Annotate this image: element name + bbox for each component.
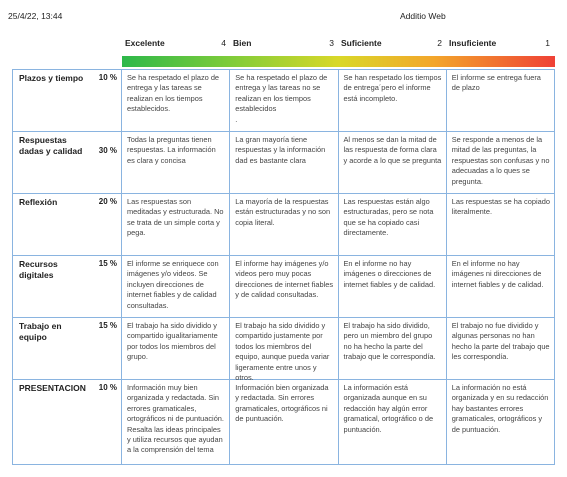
descriptor-text: La gran mayoría tiene respuestas y la información dad es bastante clara (235, 135, 326, 165)
print-header (0, 0, 567, 20)
criterion-cell (12, 194, 122, 255)
criterion-cell (12, 256, 122, 317)
descriptor-cell (447, 256, 555, 317)
descriptor-cell (447, 70, 555, 131)
descriptor-cell (339, 132, 447, 193)
level-score: 2 (437, 38, 442, 48)
descriptor-text: El trabajo no fue dividido y algunas personas no han hecho la parte del trabajo que les correspondía. (451, 321, 550, 362)
criterion-name: Recursos digitales (19, 259, 58, 280)
descriptor-text: Las respuestas están algo estructuradas, pero se nota que se ha copiado casi directamente. (343, 197, 434, 238)
descriptor-cell (447, 318, 555, 379)
criterion-cell (12, 380, 122, 464)
print-timestamp: 25/4/22, 13:44 (8, 11, 63, 21)
descriptor-text: Todas la preguntas tienen respuestas. La información es clara y concisa (127, 135, 216, 165)
level-suficiente (341, 38, 446, 52)
descriptor-cell (230, 194, 338, 255)
descriptor-text: Información bien organizada y redactada. Sin errores gramaticales, ortográficos ni de puntuación. (235, 383, 329, 424)
criterion-row (12, 256, 555, 318)
descriptor-text: Las respuestas se ha copiado literalmente. (451, 197, 550, 217)
descriptor-cell (339, 318, 447, 379)
descriptor-cell (122, 70, 230, 131)
descriptor-cell (230, 380, 338, 464)
descriptor-text: En el informe no hay imágenes ni direcciones de internet fiables y de calidad. (451, 259, 544, 289)
criterion-weight: 20 % (98, 197, 117, 206)
descriptor-cell (230, 256, 338, 317)
descriptor-cell (230, 318, 338, 383)
descriptor-text: El trabajo ha sido dividido y compartido igualitariamente por todos los miembros del grupo. (127, 321, 218, 362)
level-bien (233, 38, 338, 52)
descriptor-cell (122, 194, 230, 255)
score-gradient-bar (122, 56, 555, 67)
criterion-row (12, 318, 555, 383)
descriptor-text: En el informe no hay imágenes o direcciones de internet fiables y de calidad. (343, 259, 436, 289)
level-score: 1 (545, 38, 550, 48)
criterion-row (12, 380, 555, 465)
descriptor-cell (447, 380, 555, 464)
descriptor-cell (339, 194, 447, 255)
criterion-name: PRESENTACION (19, 383, 86, 393)
level-insuficiente (449, 38, 554, 52)
descriptor-cell (339, 256, 447, 317)
descriptor-text: Se ha respetado el plazo de entrega y las tareas se realizan en los tiempos establecidos. (127, 73, 220, 114)
criterion-weight: 10 % (98, 383, 117, 392)
criterion-weight: 30 % (98, 146, 117, 155)
level-name: Insuficiente (449, 38, 497, 48)
descriptor-text: Se ha respetado el plazo de entrega y las tareas no se realizan en los tiempos establecidos . (235, 73, 328, 124)
criterion-weight: 10 % (98, 73, 117, 82)
descriptor-cell (122, 380, 230, 464)
descriptor-cell (447, 194, 555, 255)
app-name: Additio Web (400, 11, 446, 21)
level-score: 4 (221, 38, 226, 48)
descriptor-cell (339, 380, 447, 464)
descriptor-text: El trabajo ha sido dividido, pero un miembro del grupo no ha hecho la parte del trabajo que le correspondía. (343, 321, 436, 362)
level-name: Excelente (125, 38, 165, 48)
criterion-weight: 15 % (98, 321, 117, 330)
descriptor-cell (122, 132, 230, 193)
criterion-cell (12, 318, 122, 379)
criterion-name: Trabajo en equipo (19, 321, 62, 342)
descriptor-text: La información está organizada aunque en su redacción hay algún error gramatical, ortográfico o de puntuación. (343, 383, 434, 434)
descriptor-text: El informe se enriquece con imágenes y/o videos. Se incluyen direcciones de internet fiables y de calidad consultadas. (127, 259, 219, 310)
level-excelente (125, 38, 230, 52)
descriptor-text: El informe se entrega fuera de plazo (451, 73, 541, 93)
criterion-cell (12, 70, 122, 131)
descriptor-cell (122, 256, 230, 317)
descriptor-cell (122, 318, 230, 379)
criterion-name: Plazos y tiempo (19, 73, 84, 83)
descriptor-text: Las respuestas son meditadas y estructurada. No se trata de un simple corta y pega. (127, 197, 224, 238)
descriptor-text: Se responde a menos de la mitad de las preguntas, la respuestas son confusas y no adecuadas a lo ques se pregunta. (451, 135, 550, 186)
criterion-cell (12, 132, 122, 193)
criterion-name: Reflexión (19, 197, 58, 207)
descriptor-text: La información no está organizada y en su redacción hay bastantes errores gramaticales, ortográficos y de puntuación. (451, 383, 549, 434)
criterion-row (12, 70, 555, 132)
criterion-name: Respuestas dadas y calidad (19, 135, 83, 156)
descriptor-text: El trabajo ha sido dividido y compartido justamente por todos los miembros del equipo, aunque pueda variar ligeramente entre unos y otros. (235, 321, 330, 383)
levels-header (122, 36, 555, 68)
descriptor-text: La mayoría de la respuestas están estructuradas y no son copia literal. (235, 197, 331, 227)
criterion-weight: 15 % (98, 259, 117, 268)
descriptor-text: Se han respetado los tiempos de entrega´pero el informe está incompleto. (343, 73, 442, 103)
descriptor-cell (230, 132, 338, 193)
level-name: Suficiente (341, 38, 382, 48)
descriptor-text: Al menos se dan la mitad de las respuesta de forma clara y acorde a lo que se pregunta (343, 135, 442, 165)
descriptor-text: Información muy bien organizada y redactada. Sin errores gramaticales, ortográficos ni de puntuación. Resalta las ideas principales y utiliza recursos que ayudan a la comprensión del tema (127, 383, 224, 455)
descriptor-cell (447, 132, 555, 193)
criterion-row (12, 132, 555, 194)
level-name: Bien (233, 38, 252, 48)
criterion-row (12, 194, 555, 256)
descriptor-text: El informe hay imágenes y/o videos pero muy pocas direcciones de internet fiables y de calidad consultadas. (235, 259, 334, 300)
descriptor-cell (230, 70, 338, 131)
rubric-grid (12, 69, 555, 465)
level-score: 3 (329, 38, 334, 48)
descriptor-cell (339, 70, 447, 131)
